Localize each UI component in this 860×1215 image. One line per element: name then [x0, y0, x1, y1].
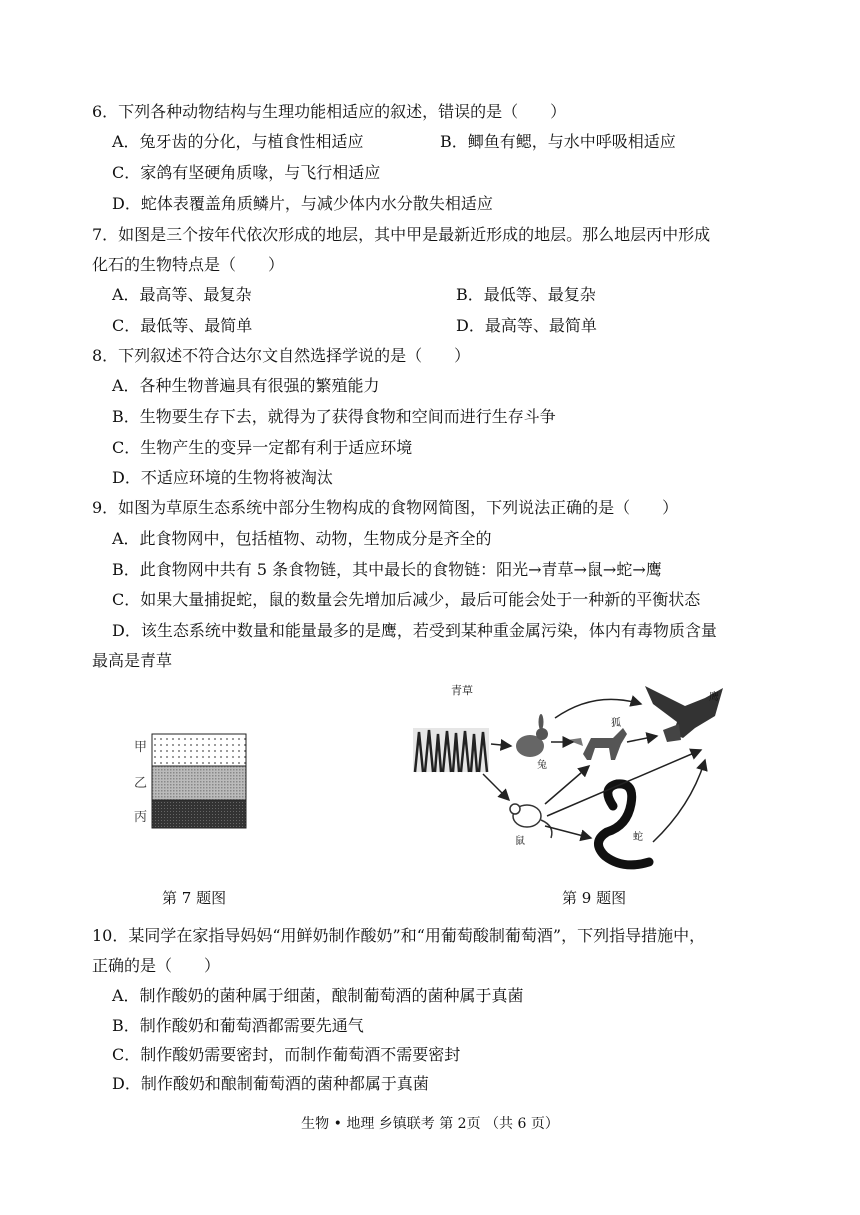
question-9-option-c: C．如果大量捕捉蛇，鼠的数量会先增加后减少，最后可能会处于一种新的平衡状态: [112, 590, 701, 609]
arrow-snake-eagle: [653, 760, 705, 842]
figure-9-caption: 第 9 题图: [562, 889, 627, 907]
arrow-grass-mouse: [483, 774, 509, 800]
question-6-option-a: A．兔牙齿的分化，与植食性相适应: [112, 132, 364, 151]
question-7-stem-line1: 7．如图是三个按年代依次形成的地层，其中甲是最新近形成的地层。那么地层丙中形成: [92, 225, 711, 244]
question-7-option-b: B．最低等、最复杂: [456, 285, 596, 304]
question-8-option-d: D．不适应环境的生物将被淘汰: [112, 468, 333, 487]
question-10-option-c: C．制作酸奶需要密封，而制作葡萄酒不需要密封: [112, 1045, 461, 1064]
snake-image: [598, 784, 649, 865]
question-7-option-a: A．最高等、最复杂: [112, 285, 252, 304]
fox-label: 狐: [611, 718, 621, 729]
rabbit-image: [516, 714, 548, 757]
question-8-option-c: C．生物产生的变异一定都有利于适应环境: [112, 438, 413, 457]
arrow-rabbit-eagle: [555, 699, 641, 718]
stratum-label-jia: 甲: [134, 740, 148, 755]
question-7-stem-line2: 化石的生物特点是（ ）: [92, 255, 285, 274]
strata-diagram: [128, 730, 258, 830]
question-10-option-a: A．制作酸奶的菌种属于细菌，酿制葡萄酒的菌种属于真菌: [112, 986, 524, 1005]
rabbit-label: 兔: [537, 760, 547, 771]
question-6-option-d: D．蛇体表覆盖角质鳞片，与减少体内水分散失相适应: [112, 194, 493, 213]
grass-label: 青草: [451, 684, 473, 697]
question-7-option-c: C．最低等、最简单: [112, 316, 253, 335]
question-9-option-d-line2: 最高是青草: [92, 651, 173, 670]
question-10-option-d: D．制作酸奶和酿制葡萄酒的菌种都属于真菌: [112, 1074, 429, 1093]
arrow-fox-eagle: [627, 736, 657, 742]
figure-7-caption: 第 7 题图: [162, 889, 227, 907]
stratum-label-bing: 丙: [134, 810, 148, 825]
page-footer: 生物 • 地理 乡镇联考 第 2页 （共 6 页）: [301, 1116, 559, 1132]
eagle-label: 鹰: [709, 692, 719, 703]
question-9-option-d-line1: D．该生态系统中数量和能量最多的是鹰，若受到某种重金属污染，体内有毒物质含量: [112, 621, 717, 640]
food-web-diagram: [405, 676, 765, 876]
question-8-option-b: B．生物要生存下去，就得为了获得食物和空间而进行生存斗争: [112, 407, 556, 426]
grass-image: [413, 728, 489, 772]
stratum-yi: [152, 766, 246, 800]
stratum-label-yi: 乙: [134, 776, 148, 791]
arrow-mouse-fox: [545, 766, 589, 804]
question-9-stem: 9．如图为草原生态系统中部分生物构成的食物网简图，下列说法正确的是（ ）: [92, 498, 679, 517]
question-8-stem: 8．下列叙述不符合达尔文自然选择学说的是（ ）: [92, 346, 471, 365]
question-6-option-b: B．鲫鱼有鳃，与水中呼吸相适应: [440, 132, 676, 151]
question-7-option-d: D．最高等、最简单: [456, 316, 597, 335]
stratum-bing: [152, 800, 246, 828]
figure-7: [128, 730, 258, 830]
arrow-grass-rabbit: [491, 744, 511, 746]
question-6-stem: 6．下列各种动物结构与生理功能相适应的叙述，错误的是（ ）: [92, 102, 567, 121]
question-10-stem-line1: 10．某同学在家指导妈妈“用鲜奶制作酸奶”和“用葡萄酸制葡萄酒”，下列指导措施中，: [92, 926, 706, 945]
figure-9: [405, 676, 765, 876]
stratum-jia: [152, 734, 246, 766]
question-8-option-a: A．各种生物普遍具有很强的繁殖能力: [112, 376, 380, 395]
question-9-option-a: A．此食物网中，包括植物、动物，生物成分是齐全的: [112, 529, 492, 548]
question-10-option-b: B．制作酸奶和葡萄酒都需要先通气: [112, 1016, 364, 1035]
question-6-option-c: C．家鸽有坚硬角质喙，与飞行相适应: [112, 163, 381, 182]
snake-label: 蛇: [633, 832, 643, 843]
mouse-label: 鼠: [515, 836, 525, 847]
fox-image: [567, 728, 627, 760]
question-9-option-b: B．此食物网中共有 5 条食物链，其中最长的食物链：阳光→青草→鼠→蛇→鹰: [112, 560, 662, 579]
question-10-stem-line2: 正确的是（ ）: [92, 956, 221, 975]
